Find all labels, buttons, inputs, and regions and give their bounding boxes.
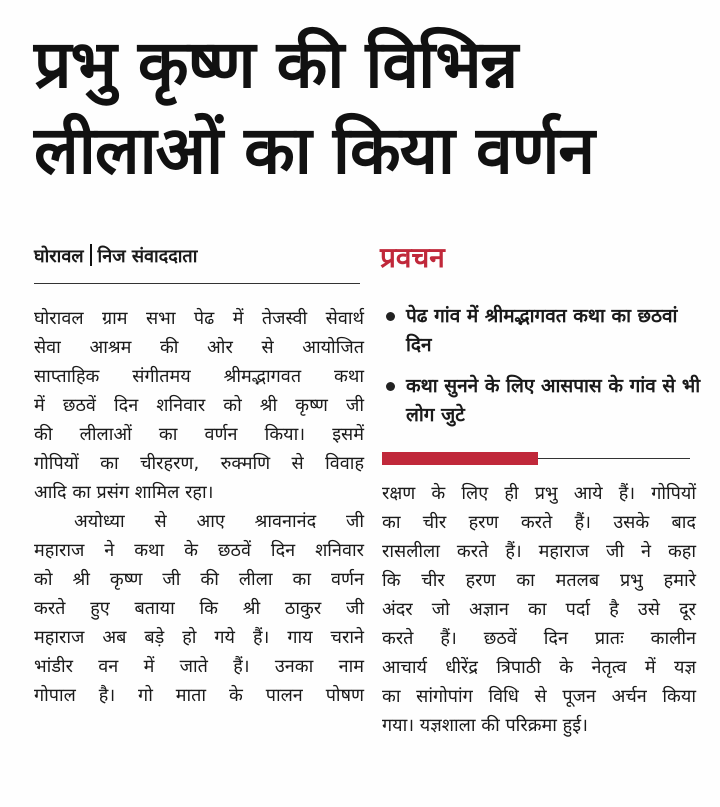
headline-line-1: प्रभु कृष्ण की विभिन्न — [34, 26, 518, 103]
article-line: सेवा आश्रम की ओर से आयोजित — [34, 337, 364, 358]
article-line: रासलीला करते हैं। महाराज जी ने कहा — [382, 541, 696, 562]
headline-line-2: लीलाओं का किया वर्णन — [34, 112, 595, 189]
article-paragraph-1 — [34, 304, 364, 507]
article-line: गोपियों का चीरहरण, रुक्मणि से विवाह — [34, 453, 364, 474]
article-line: को श्री कृष्ण जी की लीला का वर्णन — [34, 569, 364, 590]
byline-reporter: निज संवाददाता — [97, 246, 198, 267]
bullet-dot-icon — [386, 312, 395, 321]
sidebar-bullet-list — [382, 302, 702, 442]
article-line: भांडीर वन में जाते हैं। उनका नाम — [34, 656, 364, 677]
article-line: साप्ताहिक संगीतमय श्रीमद्भागवत कथा — [34, 366, 364, 387]
article-line: का सांगोपांग विधि से पूजन अर्चन किया — [382, 686, 696, 707]
article-line: गया। यज्ञशाला की परिक्रमा हुई। — [382, 715, 588, 736]
article-line: गोपाल है। गो माता के पालन पोषण — [34, 685, 364, 706]
article-line: घोरावल ग्राम सभा पेढ में तेजस्वी सेवार्थ — [34, 308, 364, 329]
sidebar-bullet — [382, 302, 702, 360]
byline — [34, 244, 197, 270]
article-line: करते हैं। छठवें दिन प्रातः कालीन — [382, 628, 696, 649]
article-line: रक्षण के लिए ही प्रभु आये हैं। गोपियों — [382, 483, 696, 504]
byline-rule — [34, 283, 360, 284]
accent-bar — [382, 452, 538, 465]
article-paragraph-2 — [34, 507, 364, 710]
sidebar-heading: प्रवचन — [380, 241, 445, 274]
article-column-left — [34, 304, 364, 710]
article-line: करते हुए बताया कि श्री ठाकुर जी — [34, 598, 364, 619]
article-line: कि चीर हरण का मतलब प्रभु हमारे — [382, 570, 696, 591]
article-line: का चीर हरण करते हैं। उसके बाद — [382, 512, 696, 533]
sidebar-bullet-text: पेढ गांव में श्रीमद्भागवत कथा का छठवां दिन — [406, 305, 678, 356]
article-column-right — [382, 479, 696, 740]
accent-rule — [538, 458, 690, 459]
sidebar-bullet-text: कथा सुनने के लिए आसपास के गांव से भी लोग जुटे — [406, 375, 701, 426]
headline — [34, 22, 694, 194]
article-line: महाराज अब बड़े हो गये हैं। गाय चराने — [34, 627, 364, 648]
article-line: महाराज ने कथा के छठवें दिन शनिवार — [34, 540, 364, 561]
bullet-dot-icon — [386, 382, 395, 391]
article-line: आचार्य धीरेंद्र त्रिपाठी के नेतृत्व में यज्ञ — [382, 657, 696, 678]
article-line: की लीलाओं का वर्णन किया। इसमें — [34, 424, 364, 445]
byline-separator — [90, 244, 92, 266]
article-line: में छठवें दिन शनिवार को श्री कृष्ण जी — [34, 395, 364, 416]
sidebar-bullet — [382, 372, 702, 430]
article-line: अंदर जो अज्ञान का पर्दा है उसे दूर — [382, 599, 696, 620]
article-line: अयोध्या से आए श्रावनानंद जी — [74, 511, 364, 532]
article-line: आदि का प्रसंग शामिल रहा। — [34, 482, 214, 503]
byline-place: घोरावल — [34, 246, 84, 267]
